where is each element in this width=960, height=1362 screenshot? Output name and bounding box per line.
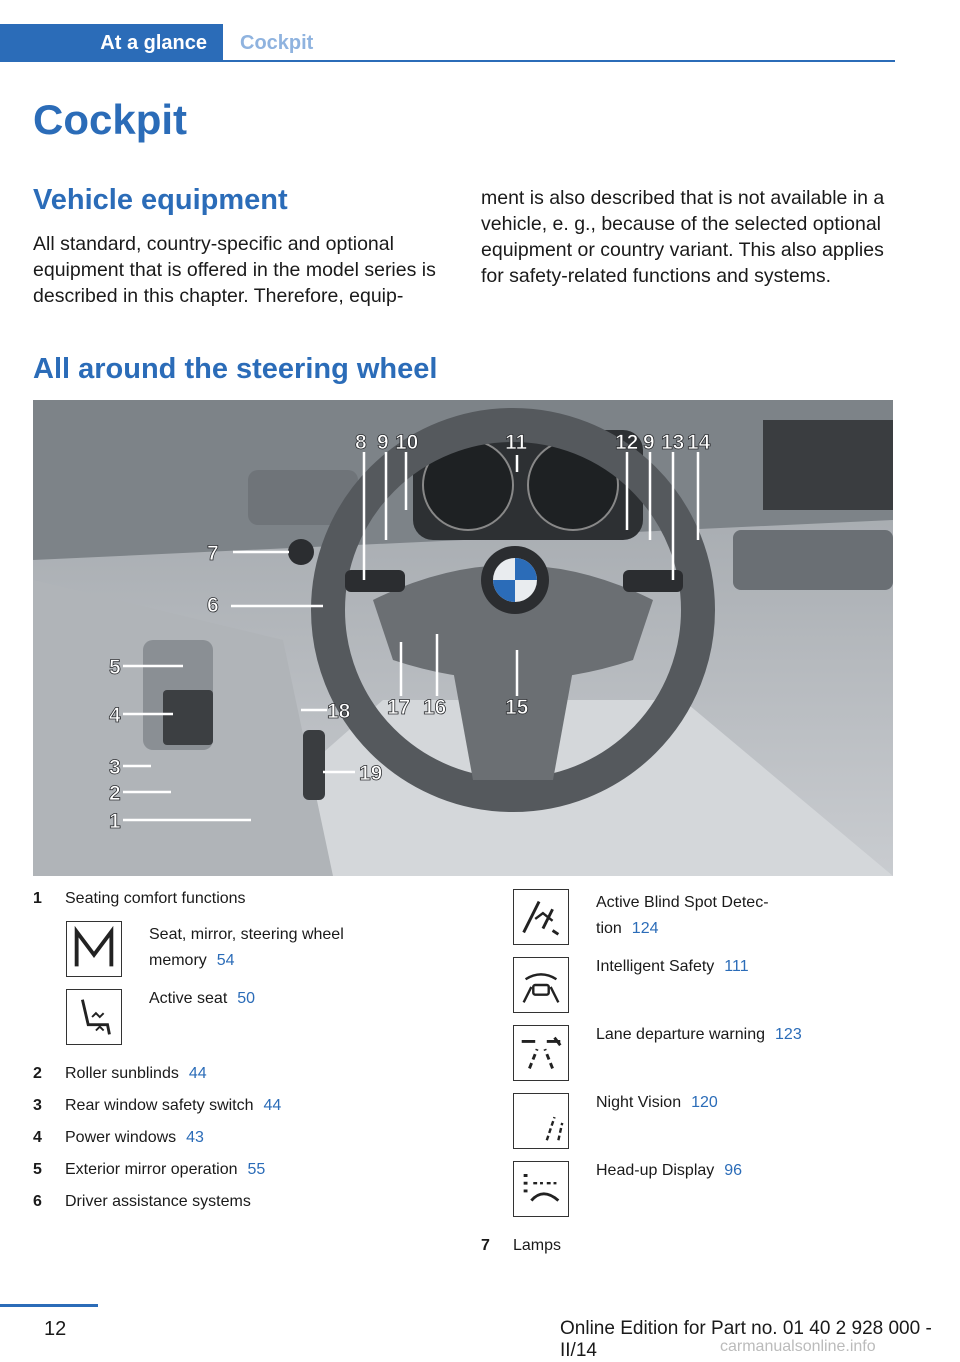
watermark: carmanualsonline.info bbox=[720, 1338, 876, 1355]
callout-8: 8 bbox=[355, 431, 367, 454]
item-label: Roller sunblinds bbox=[65, 1065, 179, 1082]
lane-departure-page-link[interactable]: 123 bbox=[775, 1026, 802, 1043]
tab-at-a-glance[interactable]: At a glance bbox=[0, 24, 223, 62]
head-up-display-page-link[interactable]: 96 bbox=[724, 1162, 743, 1179]
callout-9b: 9 bbox=[643, 431, 655, 454]
head-up-display-icon bbox=[513, 1161, 569, 1217]
memory-page-link[interactable]: 54 bbox=[216, 952, 235, 969]
top-navigation bbox=[0, 24, 895, 62]
item-label: Rear window safety switch bbox=[65, 1097, 254, 1114]
steering-wheel-heading: All around the steering wheel bbox=[33, 353, 438, 385]
night-vision-page-link[interactable]: 120 bbox=[691, 1094, 718, 1111]
page-number: 12 bbox=[44, 1318, 67, 1340]
item-label: Exterior mirror operation bbox=[65, 1161, 238, 1178]
item-number: 1 bbox=[33, 890, 42, 907]
item-label: Seating comfort functions bbox=[65, 890, 246, 907]
vehicle-equipment-text-col2: ment is also described that is not available in a vehicle, e. g., because of the selected optional equipment or country variant. This also applies for safety-related functions and systems. bbox=[481, 187, 885, 287]
intelligent-safety-label: Intelligent Safety bbox=[596, 958, 715, 975]
vehicle-equipment-text-col1: All standard, country-specific and optional equipment that is offered in the model series is described in this chapter. Therefore, equip- bbox=[33, 233, 436, 307]
callout-1: 1 bbox=[109, 810, 121, 833]
callout-11: 11 bbox=[505, 431, 528, 454]
callout-4: 4 bbox=[109, 704, 121, 727]
active-seat-icon bbox=[66, 989, 122, 1045]
item-number: 6 bbox=[33, 1193, 42, 1210]
item-number: 3 bbox=[33, 1097, 42, 1114]
blind-spot-label-2: tion bbox=[596, 920, 622, 937]
intelligent-safety-page-link[interactable]: 111 bbox=[724, 958, 749, 975]
item-page-link[interactable]: 43 bbox=[186, 1129, 204, 1146]
cockpit-photo bbox=[33, 400, 893, 876]
item-page-link[interactable]: 55 bbox=[247, 1161, 266, 1178]
callout-3: 3 bbox=[109, 756, 121, 779]
lane-departure-icon bbox=[513, 1025, 569, 1081]
callout-19: 19 bbox=[359, 762, 383, 785]
callout-14: 14 bbox=[687, 431, 711, 454]
item-number: 7 bbox=[481, 1237, 490, 1254]
callout-13: 13 bbox=[661, 431, 685, 454]
active-seat-page-link[interactable]: 50 bbox=[237, 990, 256, 1007]
item-label: Lamps bbox=[513, 1237, 562, 1254]
edition-text: Online Edition for Part no. 01 40 2 928 000 - II/14 bbox=[560, 1318, 932, 1361]
active-seat-label: Active seat bbox=[149, 990, 228, 1007]
callout-17: 17 bbox=[387, 696, 411, 719]
lane-departure-label: Lane departure warning bbox=[596, 1026, 766, 1043]
page-title: Cockpit bbox=[33, 96, 188, 143]
memory-m-icon bbox=[66, 921, 122, 977]
vehicle-equipment-heading: Vehicle equipment bbox=[33, 184, 288, 216]
callout-6: 6 bbox=[207, 594, 219, 617]
memory-label: Seat, mirror, steering wheel bbox=[149, 926, 344, 943]
item-number: 5 bbox=[33, 1161, 42, 1178]
callout-16: 16 bbox=[423, 696, 447, 719]
intelligent-safety-icon bbox=[513, 957, 569, 1013]
item-label: Driver assistance systems bbox=[65, 1193, 251, 1210]
callout-12: 12 bbox=[615, 431, 639, 454]
item-page-link[interactable]: 44 bbox=[188, 1065, 207, 1082]
item-label: Power windows bbox=[65, 1129, 177, 1146]
blind-spot-page-link[interactable]: 124 bbox=[631, 920, 659, 937]
item-number: 2 bbox=[33, 1065, 42, 1082]
night-vision-label: Night Vision bbox=[596, 1094, 682, 1111]
head-up-display-label: Head-up Display bbox=[596, 1162, 715, 1179]
callout-9: 9 bbox=[377, 431, 389, 454]
callout-5: 5 bbox=[109, 656, 121, 679]
item-number: 4 bbox=[33, 1129, 42, 1146]
callout-2: 2 bbox=[109, 782, 121, 805]
callout-15: 15 bbox=[505, 696, 529, 719]
blind-spot-icon bbox=[513, 889, 569, 945]
callout-10: 10 bbox=[395, 431, 419, 454]
night-vision-icon bbox=[513, 1093, 569, 1149]
callout-7: 7 bbox=[207, 542, 219, 565]
item-page-link[interactable]: 44 bbox=[263, 1097, 282, 1114]
memory-label-2: memory bbox=[149, 952, 207, 969]
footer-rule bbox=[0, 1304, 98, 1307]
tab-cockpit[interactable]: Cockpit bbox=[240, 32, 314, 54]
blind-spot-label: Active Blind Spot Detec- bbox=[596, 894, 769, 911]
callout-18: 18 bbox=[327, 700, 351, 723]
